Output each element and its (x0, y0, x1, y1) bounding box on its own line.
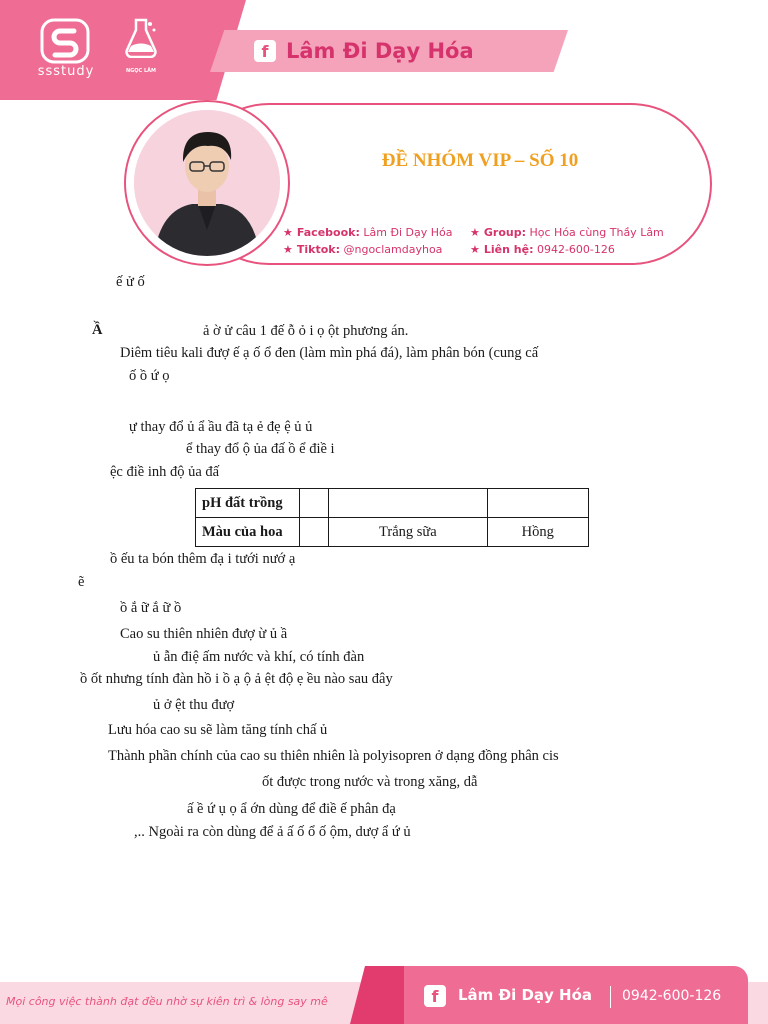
body-line: Lưu hóa cao su sẽ làm tăng tính chấ ủ (108, 722, 328, 738)
footer-name: Lâm Đi Dạy Hóa (458, 986, 593, 1004)
table-cell: Trắng sữa (329, 518, 487, 547)
body-line: Cao su thiên nhiên đượ ừ ủ ầ (120, 626, 288, 642)
body-line: ồ ắ ữ ắ ữ ồ (120, 600, 182, 616)
star-icon: ★ (470, 226, 480, 239)
avatar (134, 110, 280, 256)
title-ribbon-content (228, 30, 558, 72)
contact-group (470, 226, 664, 239)
footer-slogan: Mọi công việc thành đạt đều nhờ sự kiên trì & lòng say mê (6, 995, 328, 1008)
table-header-color: Màu của hoa (196, 518, 300, 547)
facebook-value: Lâm Đi Dạy Hóa (363, 226, 453, 239)
facebook-icon: f (424, 985, 446, 1007)
header-logo-block (0, 0, 246, 100)
contact-tiktok (283, 243, 442, 256)
star-icon: ★ (283, 226, 293, 239)
ph-color-table (195, 488, 589, 547)
contact-phone (470, 243, 615, 256)
body-line: ố ồ ứ ọ (129, 368, 170, 384)
flask-logo-icon (124, 18, 158, 58)
body-line: ả ờ ử câu 1 đế ỗ ỏ i ọ ột phương án. (203, 323, 409, 339)
contact-facebook (283, 226, 452, 239)
table-cell (300, 518, 329, 547)
ribbon-title: Lâm Đi Dạy Hóa (286, 39, 474, 63)
exam-title: ĐỀ NHÓM VIP – SỐ 10 (381, 150, 579, 171)
contact-value: 0942-600-126 (536, 243, 615, 256)
tiktok-value: @ngoclamdayhoa (343, 243, 443, 256)
footer-accent (350, 966, 410, 1024)
body-line: Thành phần chính của cao su thiên nhiên là polyisopren ở dạng đồng phân cis (108, 748, 559, 764)
teacher-portrait-icon (134, 110, 280, 256)
star-icon: ★ (283, 243, 293, 256)
star-icon: ★ (470, 243, 480, 256)
table-row (196, 489, 589, 518)
body-line: Diêm tiêu kali đượ ế ạ ố ổ đen (làm mìn phá đá), làm phân bón (cung cấ (120, 345, 539, 361)
body-line: ồ ếu ta bón thêm đạ i tưới nướ ạ (110, 551, 296, 567)
body-line: ấ ề ứ ụ ọ ẩ ớn dùng để điề ế phân đạ (187, 801, 396, 817)
body-line: ốt được trong nước và trong xăng, dẫ (262, 774, 478, 790)
tiktok-label: Tiktok: (296, 243, 340, 256)
brand-name: ssstudy (37, 64, 95, 79)
table-cell (329, 489, 487, 518)
table-cell: Hồng (487, 518, 588, 547)
group-value: Học Hóa cùng Thầy Lâm (529, 226, 664, 239)
body-line: ủ ẫn điệ ấm nước và khí, có tính đàn (153, 649, 365, 665)
body-line: ,.. Ngoài ra còn dùng để ả ấ ố ổ ố ộm, dượ ẩ ứ ủ (134, 824, 411, 840)
facebook-label: Facebook: (296, 226, 360, 239)
group-label: Group: (483, 226, 526, 239)
facebook-icon: f (254, 40, 276, 62)
contact-label: Liên hệ: (483, 243, 534, 256)
table-cell (487, 489, 588, 518)
body-line: ồ ốt nhưng tính đàn hồ i ồ ạ ộ ả ệt độ ẹ ều nào sau đây (80, 671, 393, 687)
body-line: ế ử ố (116, 274, 145, 290)
footer-phone: 0942-600-126 (622, 988, 722, 1004)
table-header-ph: pH đất trồng (196, 489, 300, 518)
body-line: ể thay đổ ộ ủa đấ ồ ể điề i (186, 441, 335, 457)
footer-divider (610, 986, 611, 1008)
section-letter: Ầ (92, 322, 103, 338)
ssstudy-logo-icon (40, 18, 90, 64)
body-line: ệc điề inh độ ủa đấ (110, 464, 220, 480)
body-line: ủ ở ệt thu đượ (153, 697, 235, 713)
table-row (196, 518, 589, 547)
body-line: ẽ (78, 574, 85, 590)
body-line: ự thay đổ ủ ẩ ầu đã tạ ẻ đẹ ệ ủ ủ (129, 419, 313, 435)
logo-caption: NGỌC LÂM (126, 68, 156, 74)
table-cell (300, 489, 329, 518)
